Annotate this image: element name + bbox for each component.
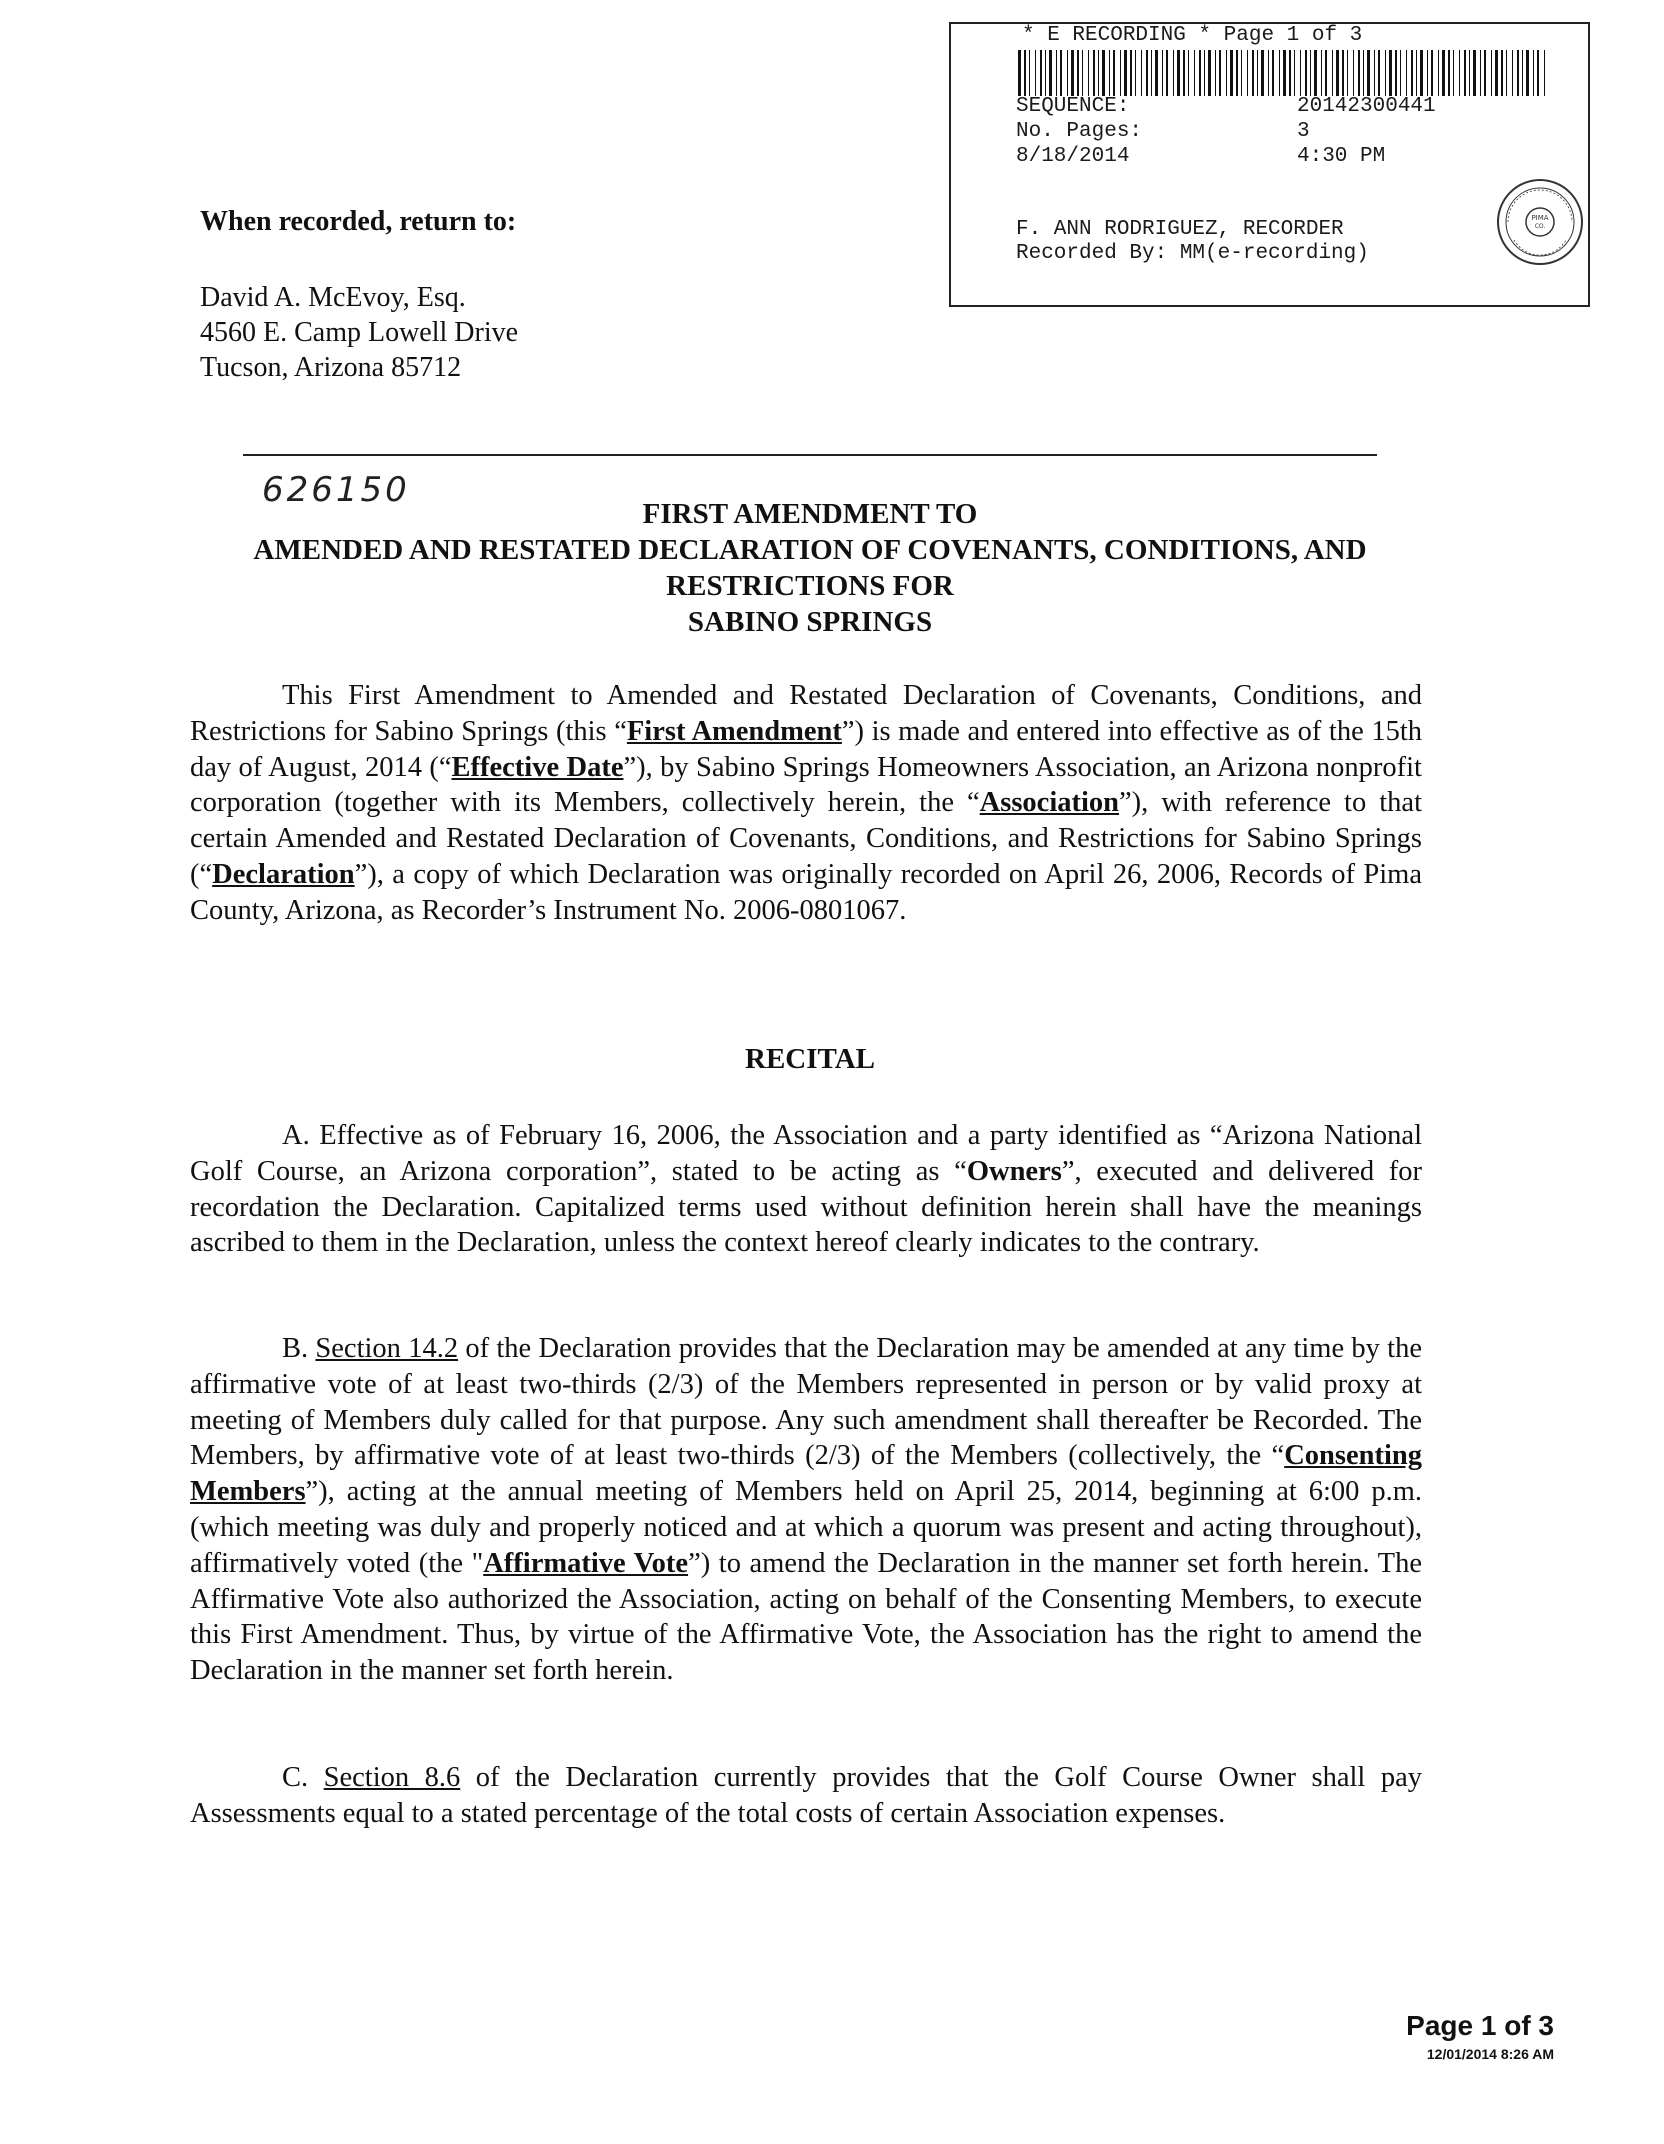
barcode-bar (1363, 50, 1364, 96)
para-a-text-2: ”, executed and delivered for recordation the Declaration. Capitalized terms used without definition herein shall have the meanings ascribed to them in the Declaration, unless the context hereof clearly indicates to the contrary. (190, 1155, 1423, 1259)
barcode-bar (1395, 50, 1397, 96)
return-street: 4560 E. Camp Lowell Drive (200, 317, 519, 348)
barcode-bar (1385, 50, 1386, 96)
barcode-bar (1093, 50, 1095, 96)
section-ref-8-6: Section 8.6 (323, 1762, 461, 1793)
barcode (1018, 50, 1548, 96)
barcode-bar (1420, 50, 1423, 96)
barcode-bar (1406, 50, 1407, 96)
barcode-bar (1321, 50, 1322, 96)
sequence-label: SEQUENCE: (1016, 95, 1130, 118)
return-city: Tucson, Arizona 85712 (200, 352, 462, 383)
barcode-bar (1438, 50, 1439, 96)
barcode-bar (1113, 50, 1115, 96)
barcode-bar (1526, 50, 1529, 96)
barcode-bar (1226, 50, 1227, 96)
barcode-bar (1146, 50, 1148, 96)
barcode-bar (1283, 50, 1286, 96)
barcode-bar (1194, 50, 1195, 96)
title-line-1: FIRST AMENDMENT TO (642, 498, 978, 530)
defined-term-consenting-members: Consenting Members (190, 1440, 1422, 1508)
barcode-bar (1453, 50, 1454, 96)
barcode-bar (1102, 50, 1105, 96)
handwritten-number: 626150 (262, 470, 410, 510)
intro-text-4: ”), with reference to that certain Amended and Restated Declaration of Covenants, Conditions, and Restrictions for Sabino Springs (“ (190, 787, 1422, 890)
para-b-lead: B. (282, 1333, 316, 1364)
svg-text:PIMA: PIMA (1531, 214, 1549, 222)
barcode-bar (1501, 50, 1503, 96)
barcode-bar (1427, 50, 1428, 96)
section-ref-14-2: Section 14.2 (315, 1333, 459, 1364)
svg-text:CO.: CO. (1534, 223, 1546, 230)
barcode-bar (1230, 50, 1233, 96)
barcode-bar (1358, 50, 1360, 96)
return-name: David A. McEvoy, Esq. (200, 282, 466, 313)
barcode-bar (1342, 50, 1344, 96)
recital-paragraph-a (190, 1118, 1422, 1261)
barcode-bar (1204, 50, 1205, 96)
intro-text-2: ”) is made and entered into effective as of the 15th day of August, 2014 (“ (190, 715, 1422, 783)
defined-term-first-amendment: First Amendment (626, 715, 842, 747)
barcode-bar (1257, 50, 1258, 96)
barcode-bar (1336, 50, 1339, 96)
barcode-bar (1480, 50, 1481, 96)
barcode-bar (1491, 50, 1492, 96)
barcode-bar (1506, 50, 1507, 96)
intro-paragraph (190, 678, 1422, 929)
recital-paragraph-c (190, 1760, 1422, 1832)
intro-text-5: ”), a copy of which Declaration was originally recorded on April 26, 2006, Records of Pima County, Arizona, as Recorder’s Instrument No. 2006-0801067. (190, 858, 1422, 926)
barcode-bar (1088, 50, 1089, 96)
barcode-bar (1294, 50, 1295, 96)
barcode-bar (1056, 50, 1057, 96)
barcode-bar (1473, 50, 1476, 96)
recorded-by: Recorded By: MM(e-recording) (1016, 242, 1369, 265)
barcode-bar (1040, 50, 1042, 96)
barcode-bar (1247, 50, 1248, 96)
para-b-text-1: of the Declaration provides that the Declaration may be amended at any time by the affirmative vote of at least two-thirds (2/3) of the Members represented in person or by valid proxy at meeting of Members duly called for that purpose. Any such amendment shall thereafter be Recorded. The Members, by affirmative vote of at least two-thirds (2/3) of the Members (collectively, the “ (190, 1333, 1422, 1472)
pages-value: 3 (1297, 120, 1310, 143)
title-line-4: SABINO SPRINGS (687, 606, 933, 638)
barcode-bar (1098, 50, 1099, 96)
barcode-bar (1215, 50, 1216, 96)
barcode-bar (1219, 50, 1221, 96)
barcode-bar (1310, 50, 1311, 96)
barcode-bar (1018, 50, 1021, 96)
barcode-bar (1151, 50, 1152, 96)
sequence-value: 20142300441 (1297, 95, 1436, 118)
recorder-name: F. ANN RODRIGUEZ, RECORDER (1016, 218, 1344, 241)
barcode-bar (1045, 50, 1046, 96)
barcode-bar (1177, 50, 1180, 96)
barcode-bar (1411, 50, 1413, 96)
barcode-bar (1305, 50, 1307, 96)
barcode-bar (1378, 50, 1380, 96)
barcode-bar (1431, 50, 1433, 96)
horizontal-rule (243, 454, 1377, 456)
barcode-bar (1272, 50, 1274, 96)
barcode-bar (1109, 50, 1110, 96)
barcode-bar (1241, 50, 1242, 96)
barcode-bar (1484, 50, 1486, 96)
barcode-bar (1289, 50, 1291, 96)
barcode-bar (1124, 50, 1127, 96)
footer-timestamp: 12/01/2014 8:26 AM (1426, 2046, 1554, 2062)
barcode-bar (1325, 50, 1327, 96)
recording-date: 8/18/2014 (1016, 145, 1130, 168)
barcode-bar (1035, 50, 1036, 96)
defined-term-affirmative-vote: Affirmative Vote (483, 1547, 689, 1579)
barcode-bar (1347, 50, 1348, 96)
barcode-bar (1522, 50, 1523, 96)
barcode-bar (1082, 50, 1083, 96)
defined-term-effective-date: Effective Date (451, 751, 624, 783)
barcode-bar (1537, 50, 1539, 96)
defined-term-declaration: Declaration (212, 858, 355, 890)
stamp-header: * E RECORDING * Page 1 of 3 (1022, 24, 1363, 47)
barcode-bar (1353, 50, 1354, 96)
barcode-bar (1459, 50, 1460, 96)
barcode-bar (1199, 50, 1201, 96)
barcode-bar (1512, 50, 1513, 96)
barcode-bar (1071, 50, 1074, 96)
barcode-bar (1448, 50, 1450, 96)
recording-time: 4:30 PM (1297, 145, 1386, 168)
barcode-bar (1141, 50, 1142, 96)
barcode-bar (1279, 50, 1280, 96)
barcode-bar (1314, 50, 1317, 96)
barcode-bar (1188, 50, 1189, 96)
barcode-bar (1155, 50, 1158, 96)
barcode-bar (1067, 50, 1068, 96)
barcode-bar (1374, 50, 1375, 96)
barcode-bar (1464, 50, 1466, 96)
barcode-bar (1367, 50, 1370, 96)
barcode-bar (1049, 50, 1052, 96)
barcode-bar (1024, 50, 1026, 96)
barcode-bar (1077, 50, 1079, 96)
para-c-text-1: of the Declaration currently provides that the Golf Course Owner shall pay Assessments equal to a stated percentage of the total costs of certain Association expenses. (190, 1762, 1422, 1829)
title-line-2: AMENDED AND RESTATED DECLARATION OF COVENANTS, CONDITIONS, AND (253, 534, 1367, 566)
barcode-bar (1533, 50, 1534, 96)
barcode-bar (1544, 50, 1545, 96)
barcode-bar (1300, 50, 1301, 96)
barcode-bar (1517, 50, 1519, 96)
barcode-bar (1442, 50, 1445, 96)
barcode-bar (1400, 50, 1401, 96)
barcode-bar (1469, 50, 1470, 96)
barcode-bar (1261, 50, 1264, 96)
barcode-bar (1120, 50, 1121, 96)
barcode-bar (1183, 50, 1185, 96)
barcode-bar (1162, 50, 1163, 96)
barcode-bar (1135, 50, 1136, 96)
para-a-text-1: A. Effective as of February 16, 2006, the Association and a party identified as “Arizona National Golf Course, an Arizona corporation”, stated to be acting as “ (190, 1120, 1422, 1187)
barcode-bar (1173, 50, 1174, 96)
barcode-bar (1208, 50, 1211, 96)
barcode-bar (1060, 50, 1062, 96)
para-c-lead: C. (282, 1762, 324, 1793)
para-b-text-3: ”) to amend the Declaration in the manner set forth herein. The Affirmative Vote also authorized the Association, acting on behalf of the Consenting Members, to execute this First Amendment. Thus, by virtue of the Affirmative Vote, the Association has the right to amend the Declaration in the manner set forth herein. (190, 1547, 1422, 1687)
return-to-label: When recorded, return to: (200, 206, 517, 237)
pages-label: No. Pages: (1016, 120, 1143, 143)
recital-heading: RECITAL (745, 1043, 875, 1075)
title-line-3: RESTRICTIONS FOR (666, 570, 954, 602)
recital-paragraph-b (190, 1331, 1422, 1689)
barcode-bar (1332, 50, 1333, 96)
para-b-text-2: ”), acting at the annual meeting of Members held on April 25, 2014, beginning at 6:00 p.m. (which meeting was duly and properly noticed and at which a quorum was present and acting throughout), affirmatively voted (the " (190, 1476, 1422, 1579)
term-owners: Owners (966, 1155, 1062, 1187)
barcode-bar (1236, 50, 1238, 96)
intro-text-3: ”), by Sabino Springs Homeowners Association, an Arizona nonprofit corporation (together with its Members, collectively herein, the “ (190, 751, 1422, 819)
barcode-bar (1130, 50, 1132, 96)
defined-term-association: Association (979, 787, 1120, 819)
barcode-bar (1252, 50, 1254, 96)
barcode-bar (1495, 50, 1498, 96)
page-number: Page 1 of 3 (1406, 2010, 1554, 2041)
barcode-bar (1389, 50, 1392, 96)
county-seal-icon (1494, 176, 1586, 268)
barcode-bar (1268, 50, 1269, 96)
barcode-bar (1416, 50, 1417, 96)
barcode-bar (1166, 50, 1168, 96)
intro-text-1: This First Amendment to Amended and Restated Declaration of Covenants, Conditions, and Restrictions for Sabino Springs (this “ (190, 680, 1422, 747)
barcode-bar (1029, 50, 1030, 96)
